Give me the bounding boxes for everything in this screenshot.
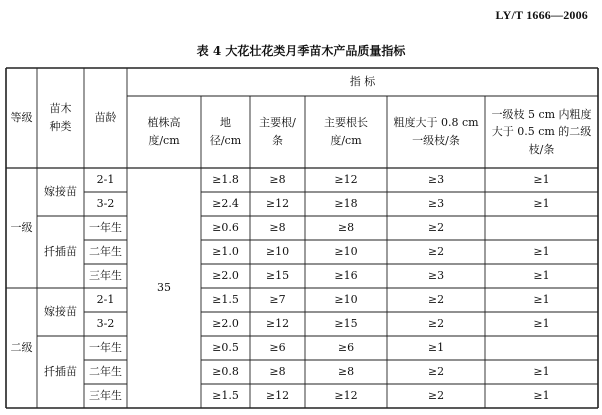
type-grafted: 嫁接苗 <box>44 305 77 319</box>
root-count-value: ≥7 <box>269 293 286 307</box>
diameter-value: ≥0.5 <box>212 341 239 355</box>
seedling-age: 2-1 <box>96 293 115 307</box>
header-branches-08: 粗度大于 0.8 cm 一级枝/条 <box>393 116 479 147</box>
diameter-value: ≥1.0 <box>212 245 239 259</box>
grade-2: 二级 <box>10 341 33 355</box>
root-length-value: ≥15 <box>334 317 358 331</box>
root-count-value: ≥8 <box>269 365 286 379</box>
header-main-root-length: 主要根长度/cm <box>324 116 368 147</box>
header-diameter: 地径/cm <box>209 116 242 147</box>
diameter-value: ≥1.5 <box>212 389 239 403</box>
diameter-value: ≥1.5 <box>212 293 239 307</box>
branches-05-value: ≥1 <box>533 317 550 331</box>
seedling-age: 一年生 <box>89 221 122 235</box>
branches-08-value: ≥2 <box>427 293 445 307</box>
branches-08-value: ≥2 <box>427 221 445 235</box>
root-length-value: ≥8 <box>337 365 355 379</box>
diameter-value: ≥0.8 <box>212 365 239 379</box>
standard-code: LY/T 1666—2006 <box>495 8 588 22</box>
header-seedling-type: 苗木种类 <box>49 102 72 133</box>
branches-08-value: ≥3 <box>427 269 445 283</box>
root-count-value: ≥10 <box>265 245 290 259</box>
root-length-value: ≥18 <box>334 197 358 211</box>
branches-05-value: ≥1 <box>533 293 550 307</box>
root-length-value: ≥16 <box>334 269 358 283</box>
header-indicators: 指 标 <box>349 75 376 89</box>
seedling-age: 3-2 <box>96 197 115 211</box>
header-grade: 等级 <box>10 111 33 125</box>
seedling-age: 二年生 <box>89 365 122 379</box>
seedling-age: 三年生 <box>89 389 122 403</box>
header-height: 植株高度/cm <box>147 116 181 147</box>
branches-05-value <box>485 216 598 240</box>
diameter-value: ≥1.8 <box>212 173 239 187</box>
diameter-value: ≥2.0 <box>212 269 239 283</box>
type-grafted: 嫁接苗 <box>44 185 77 199</box>
root-length-value: ≥12 <box>334 173 358 187</box>
root-count-value: ≥12 <box>265 317 290 331</box>
branches-05-value: ≥1 <box>533 365 550 379</box>
branches-08-value: ≥2 <box>427 317 445 331</box>
root-count-value: ≥6 <box>269 341 286 355</box>
seedling-age: 3-2 <box>96 317 115 331</box>
branches-08-value: ≥1 <box>427 341 445 355</box>
seedling-age: 三年生 <box>89 269 122 283</box>
branches-08-value: ≥2 <box>427 389 445 403</box>
header-seedling-age: 苗龄 <box>94 111 117 125</box>
branches-05-value: ≥1 <box>533 245 550 259</box>
root-length-value: ≥8 <box>337 221 355 235</box>
header-main-root-count: 主要根/条 <box>259 116 296 147</box>
diameter-value: ≥2.4 <box>212 197 239 211</box>
diameter-value: ≥2.0 <box>212 317 239 331</box>
branches-05-value: ≥1 <box>533 269 550 283</box>
seedling-age: 2-1 <box>96 173 115 187</box>
root-length-value: ≥6 <box>337 341 355 355</box>
root-length-value: ≥12 <box>334 389 358 403</box>
branches-08-value: ≥3 <box>427 173 445 187</box>
root-length-value: ≥10 <box>334 293 358 307</box>
type-cutting: 扦插苗 <box>44 365 77 379</box>
branches-05-value: ≥1 <box>533 197 550 211</box>
table-title: 表 4 大花壮花类月季苗木产品质量指标 <box>196 44 406 58</box>
plant-height-value: 35 <box>157 281 171 295</box>
root-count-value: ≥12 <box>265 389 290 403</box>
seedling-age: 一年生 <box>89 341 122 355</box>
branches-05-value: ≥1 <box>533 173 550 187</box>
branches-08-value: ≥3 <box>427 197 445 211</box>
root-count-value: ≥12 <box>265 197 290 211</box>
root-count-value: ≥15 <box>265 269 290 283</box>
type-cutting: 扦插苗 <box>44 245 77 259</box>
root-length-value: ≥10 <box>334 245 358 259</box>
header-branches-05: 一级枝 5 cm 内粗度大于 0.5 cm 的二级枝/条 <box>491 107 592 156</box>
branches-05-value <box>485 336 598 360</box>
seedling-age: 二年生 <box>89 245 122 259</box>
root-count-value: ≥8 <box>269 221 286 235</box>
grade-1: 一级 <box>10 221 33 235</box>
branches-05-value: ≥1 <box>533 389 550 403</box>
root-count-value: ≥8 <box>269 173 286 187</box>
diameter-value: ≥0.6 <box>212 221 239 235</box>
branches-08-value: ≥2 <box>427 245 445 259</box>
branches-08-value: ≥2 <box>427 365 445 379</box>
